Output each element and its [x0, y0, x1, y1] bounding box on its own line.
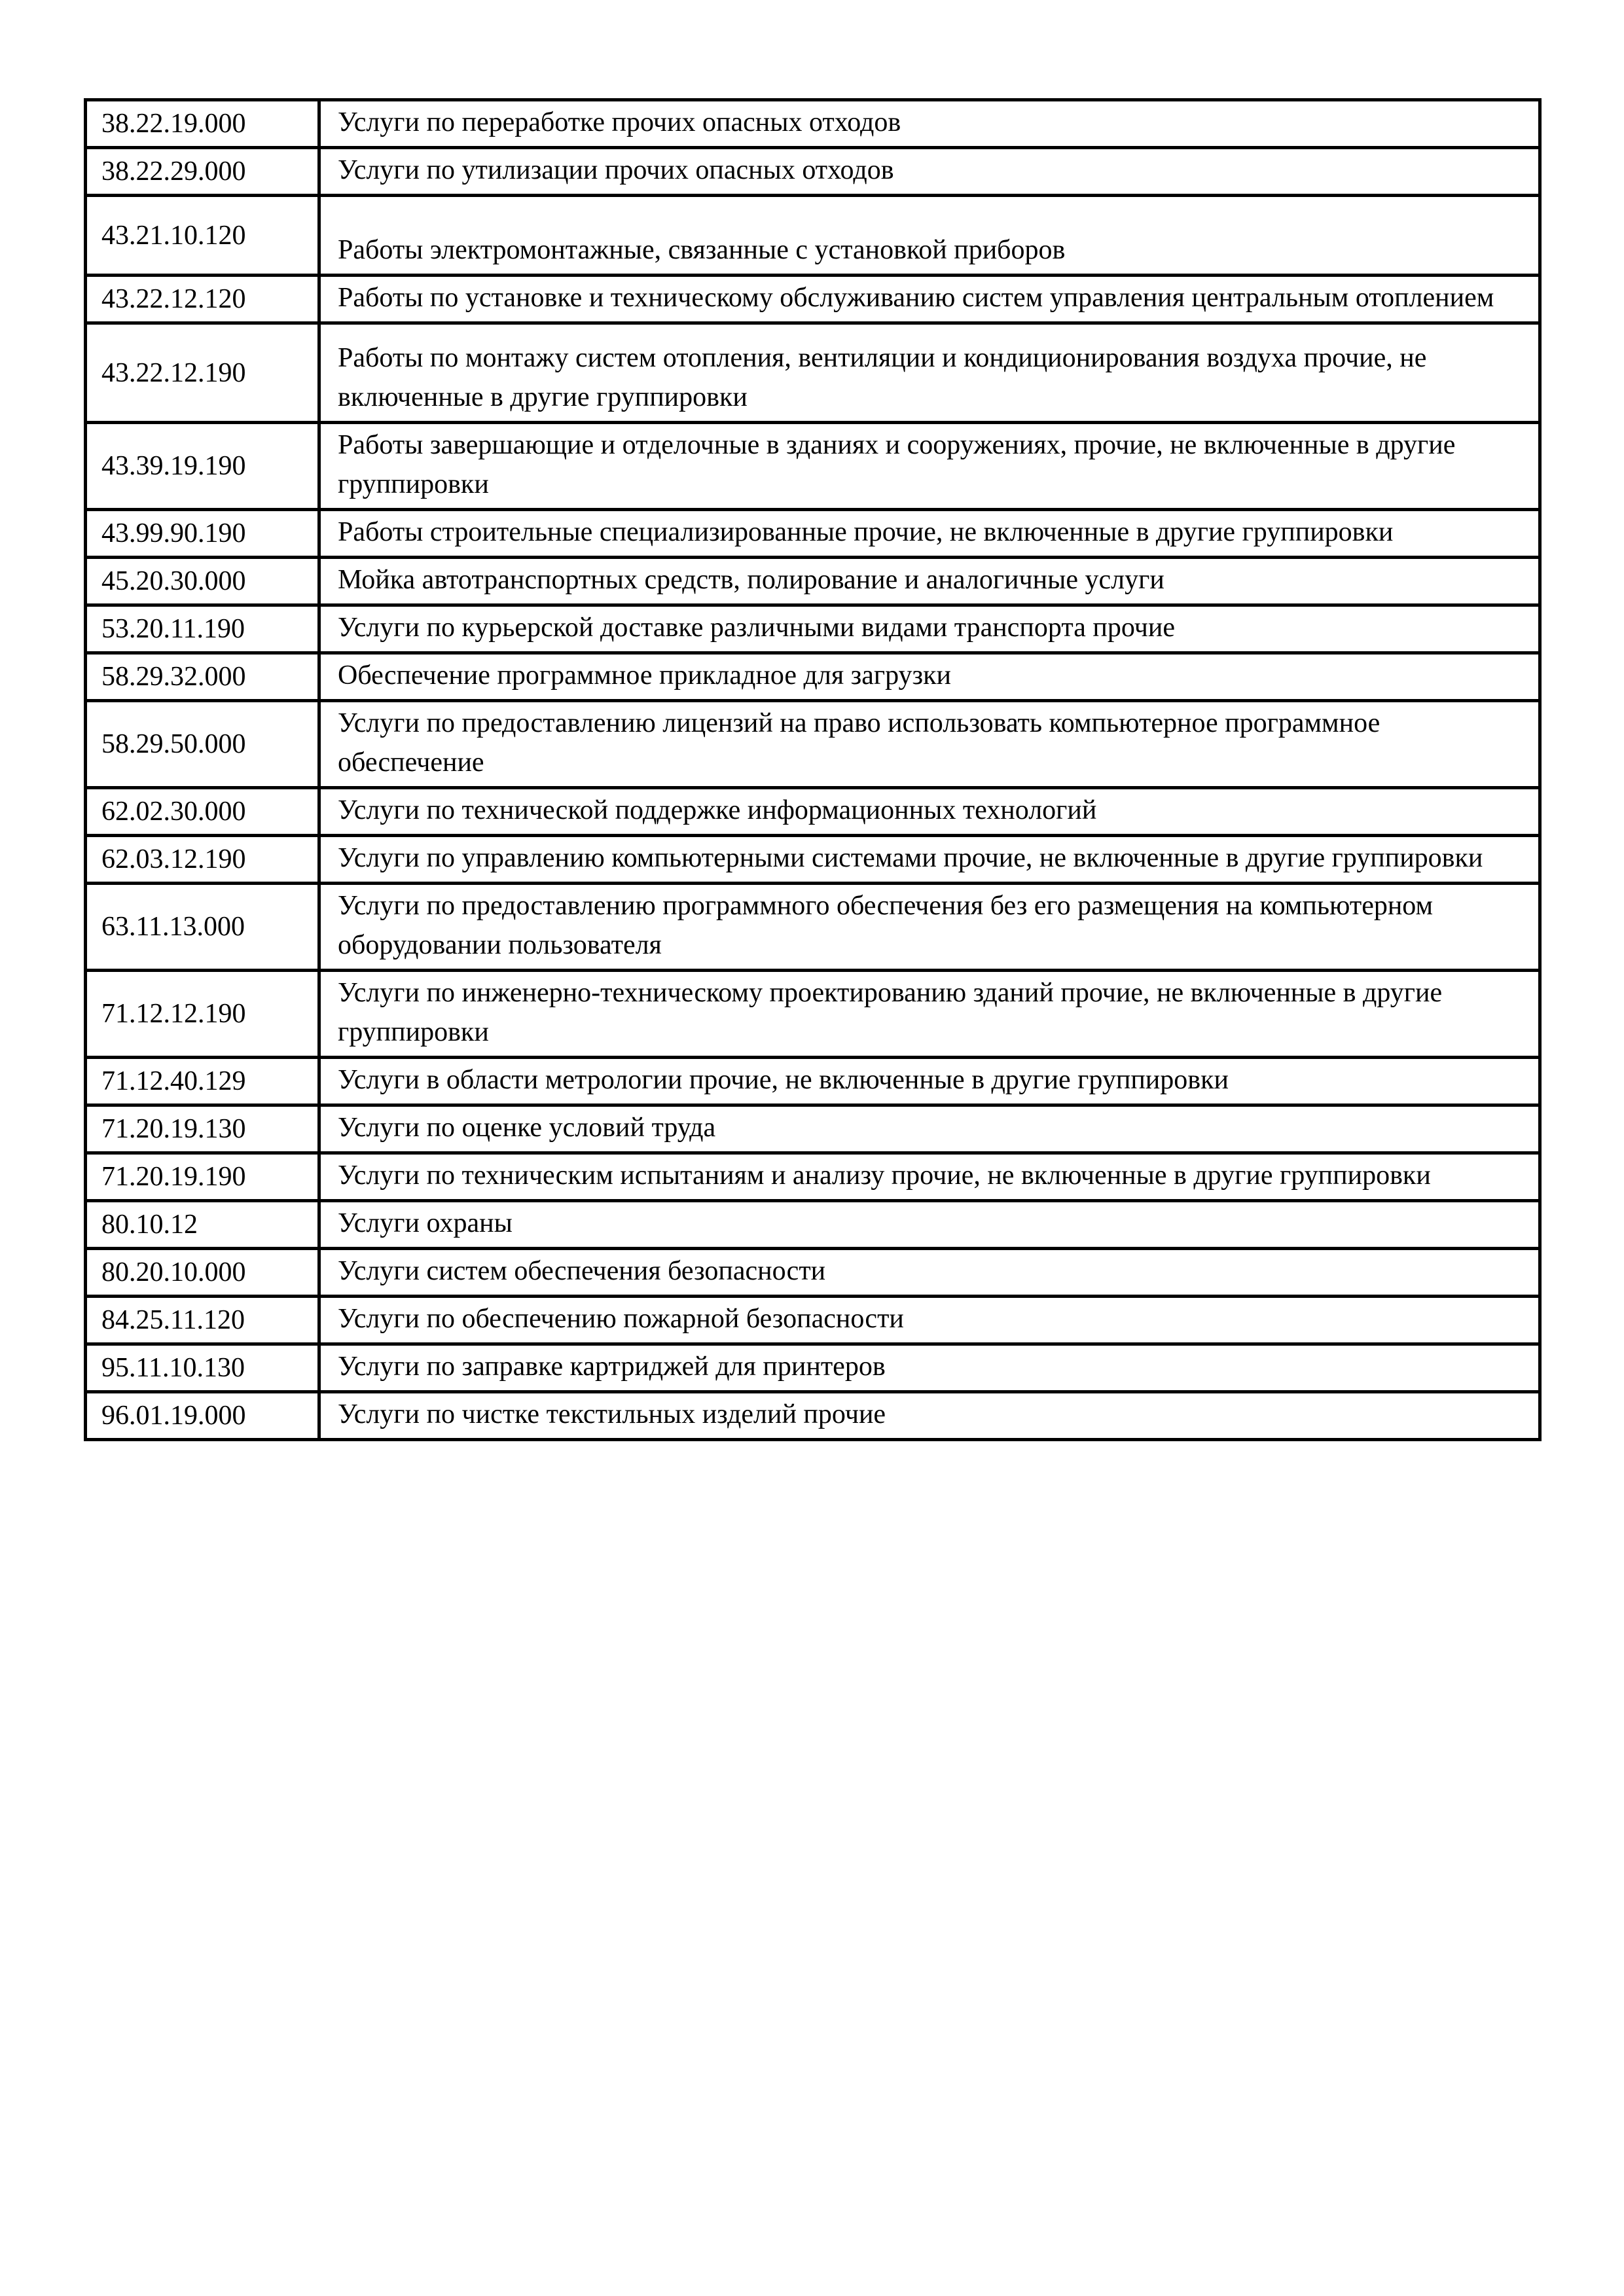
description-cell: Работы строительные специализированные прочие, не включенные в другие группировки: [319, 510, 1540, 558]
code-cell: 80.20.10.000: [86, 1249, 319, 1297]
description-cell: Услуги по заправке картриджей для принтеров: [319, 1344, 1540, 1392]
description-cell: Услуги по инженерно-техническому проектированию зданий прочие, не включенные в другие группировки: [319, 971, 1540, 1058]
table-row: [86, 558, 1540, 605]
table-row: [86, 836, 1540, 884]
code-cell: 43.21.10.120: [86, 196, 319, 276]
description-cell: Услуги по предоставлению программного обеспечения без его размещения на компьютерном оборудовании пользователя: [319, 884, 1540, 971]
table-row: [86, 701, 1540, 788]
description-cell: Услуги по управлению компьютерными системами прочие, не включенные в другие группировки: [319, 836, 1540, 884]
description-cell: Мойка автотранспортных средств, полирование и аналогичные услуги: [319, 558, 1540, 605]
table-row: [86, 1344, 1540, 1392]
table-row: [86, 323, 1540, 423]
code-cell: 43.99.90.190: [86, 510, 319, 558]
code-cell: 71.12.12.190: [86, 971, 319, 1058]
code-cell: 45.20.30.000: [86, 558, 319, 605]
description-cell: Услуги систем обеспечения безопасности: [319, 1249, 1540, 1297]
table-row: [86, 148, 1540, 196]
code-cell: 43.22.12.120: [86, 276, 319, 323]
code-cell: 95.11.10.130: [86, 1344, 319, 1392]
table-row: [86, 510, 1540, 558]
description-cell: Услуги по технической поддержке информационных технологий: [319, 788, 1540, 836]
code-cell: 62.02.30.000: [86, 788, 319, 836]
code-cell: 53.20.11.190: [86, 605, 319, 653]
description-cell: Работы по монтажу систем отопления, вентиляции и кондиционирования воздуха прочие, не включенные в другие группировки: [319, 323, 1540, 423]
description-cell: Услуги охраны: [319, 1201, 1540, 1249]
code-cell: 96.01.19.000: [86, 1392, 319, 1440]
description-cell: Работы по установке и техническому обслуживанию систем управления центральным отоплением: [319, 276, 1540, 323]
description-cell: Услуги по курьерской доставке различными видами транспорта прочие: [319, 605, 1540, 653]
table-row: [86, 788, 1540, 836]
description-cell: Услуги по утилизации прочих опасных отходов: [319, 148, 1540, 196]
description-cell: Услуги по оценке условий труда: [319, 1105, 1540, 1153]
code-cell: 84.25.11.120: [86, 1297, 319, 1344]
code-cell: 63.11.13.000: [86, 884, 319, 971]
code-cell: 38.22.19.000: [86, 100, 319, 148]
code-cell: 58.29.32.000: [86, 653, 319, 701]
table-row: [86, 884, 1540, 971]
description-cell: Обеспечение программное прикладное для загрузки: [319, 653, 1540, 701]
table-row: [86, 276, 1540, 323]
table-row: [86, 100, 1540, 148]
description-cell: Услуги по обеспечению пожарной безопасности: [319, 1297, 1540, 1344]
table-row: [86, 971, 1540, 1058]
description-cell: Услуги по техническим испытаниям и анализу прочие, не включенные в другие группировки: [319, 1153, 1540, 1201]
description-cell: Услуги по предоставлению лицензий на право использовать компьютерное программное обеспечение: [319, 701, 1540, 788]
description-cell: Работы электромонтажные, связанные с установкой приборов: [319, 196, 1540, 276]
description-cell: Работы завершающие и отделочные в зданиях и сооружениях, прочие, не включенные в другие группировки: [319, 423, 1540, 510]
code-cell: 71.12.40.129: [86, 1058, 319, 1105]
table-row: [86, 653, 1540, 701]
code-cell: 71.20.19.190: [86, 1153, 319, 1201]
code-cell: 43.22.12.190: [86, 323, 319, 423]
description-cell: Услуги в области метрологии прочие, не включенные в другие группировки: [319, 1058, 1540, 1105]
table-row: [86, 196, 1540, 276]
table-row: [86, 423, 1540, 510]
table-row: [86, 605, 1540, 653]
table-row: [86, 1392, 1540, 1440]
description-cell: Услуги по чистке текстильных изделий прочие: [319, 1392, 1540, 1440]
table-row: [86, 1105, 1540, 1153]
description-cell: Услуги по переработке прочих опасных отходов: [319, 100, 1540, 148]
table-row: [86, 1058, 1540, 1105]
code-cell: 58.29.50.000: [86, 701, 319, 788]
table-row: [86, 1201, 1540, 1249]
service-codes-table: [84, 98, 1542, 1441]
code-cell: 38.22.29.000: [86, 148, 319, 196]
code-cell: 62.03.12.190: [86, 836, 319, 884]
code-cell: 43.39.19.190: [86, 423, 319, 510]
table-row: [86, 1249, 1540, 1297]
code-cell: 71.20.19.130: [86, 1105, 319, 1153]
table-row: [86, 1297, 1540, 1344]
table-row: [86, 1153, 1540, 1201]
code-cell: 80.10.12: [86, 1201, 319, 1249]
